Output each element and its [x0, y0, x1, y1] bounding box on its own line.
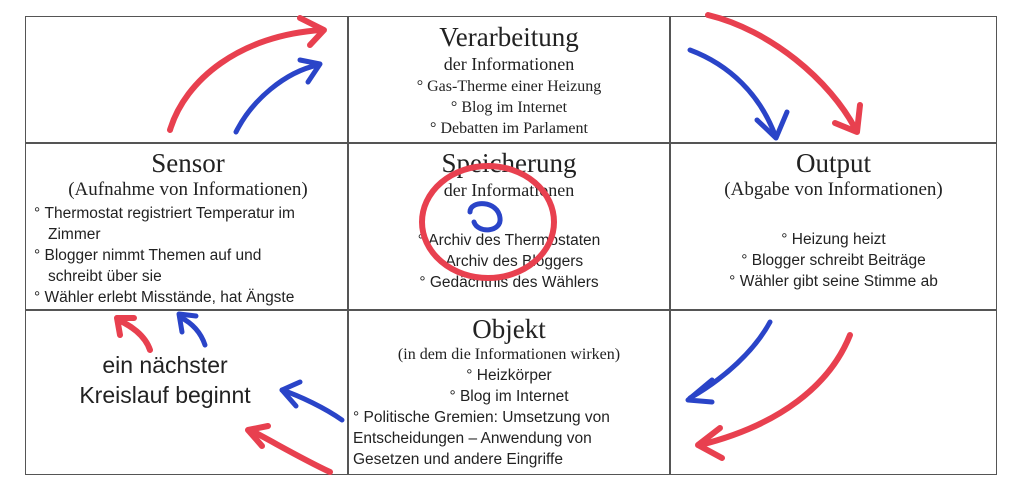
next-cycle-line1: ein nächster — [102, 352, 228, 378]
grid-line — [25, 309, 997, 311]
list-item-text: ° Wähler erlebt Misstände, hat Ängste — [34, 289, 294, 306]
list-item-text: ° Blogger nimmt Themen auf und schreibt über sie — [34, 247, 261, 285]
list-item — [30, 203, 318, 245]
list-item-text: ° Blog im Internet — [449, 388, 568, 405]
list-item — [353, 407, 653, 470]
cell-title: Verarbeitung — [439, 22, 579, 52]
cell-output — [671, 148, 996, 292]
cell-verarbeitung — [349, 22, 669, 139]
list-item-text: ° Thermostat registriert Temperatur im Zimmer — [34, 205, 295, 243]
list-item-text: ° Heizkörper — [466, 367, 551, 384]
list-item — [30, 287, 348, 308]
list-item-text: ° Politische Gremien: Umsetzung von Entscheidungen – Anwendung von Gesetzen und andere Eingriffe — [353, 409, 610, 468]
list-item: ° Heizung heizt — [671, 229, 996, 250]
cell-sensor — [30, 148, 346, 308]
list-item: ° Blogger schreibt Beiträge — [671, 250, 996, 271]
cell-subtitle: (in dem die Informationen wirken) — [397, 346, 621, 363]
list-item: ° Gedächtnis des Wählers — [349, 272, 669, 293]
list-item: ° Blog im Internet — [349, 97, 669, 118]
cell-subtitle: (Abgabe von Informationen) — [724, 179, 943, 200]
list-item: ° Gas-Therme einer Heizung — [349, 76, 669, 97]
list-item: ° Archiv des Thermostaten — [349, 230, 669, 251]
list-item — [30, 245, 288, 287]
list-item: ° Wähler gibt seine Stimme ab — [671, 271, 996, 292]
cell-title: Objekt — [472, 314, 546, 344]
cell-next-cycle — [30, 350, 300, 410]
cell-objekt — [353, 314, 665, 470]
cell-title: Sensor — [151, 148, 225, 178]
cell-title: Output — [795, 148, 871, 178]
list-item: ° Debatten im Parlament — [349, 118, 669, 139]
cell-subtitle: der Informationen — [443, 54, 575, 74]
next-cycle-line2: Kreislauf beginnt — [79, 382, 251, 408]
cell-speicherung — [349, 148, 669, 293]
cell-title: Speicherung — [441, 148, 577, 178]
list-item: ° Archiv des Bloggers — [349, 251, 669, 272]
cell-subtitle: der Informationen — [443, 180, 575, 200]
list-item — [353, 365, 665, 386]
cell-subtitle: (Aufnahme von Informationen) — [68, 179, 308, 200]
list-item — [353, 386, 665, 407]
grid-line — [25, 142, 997, 144]
